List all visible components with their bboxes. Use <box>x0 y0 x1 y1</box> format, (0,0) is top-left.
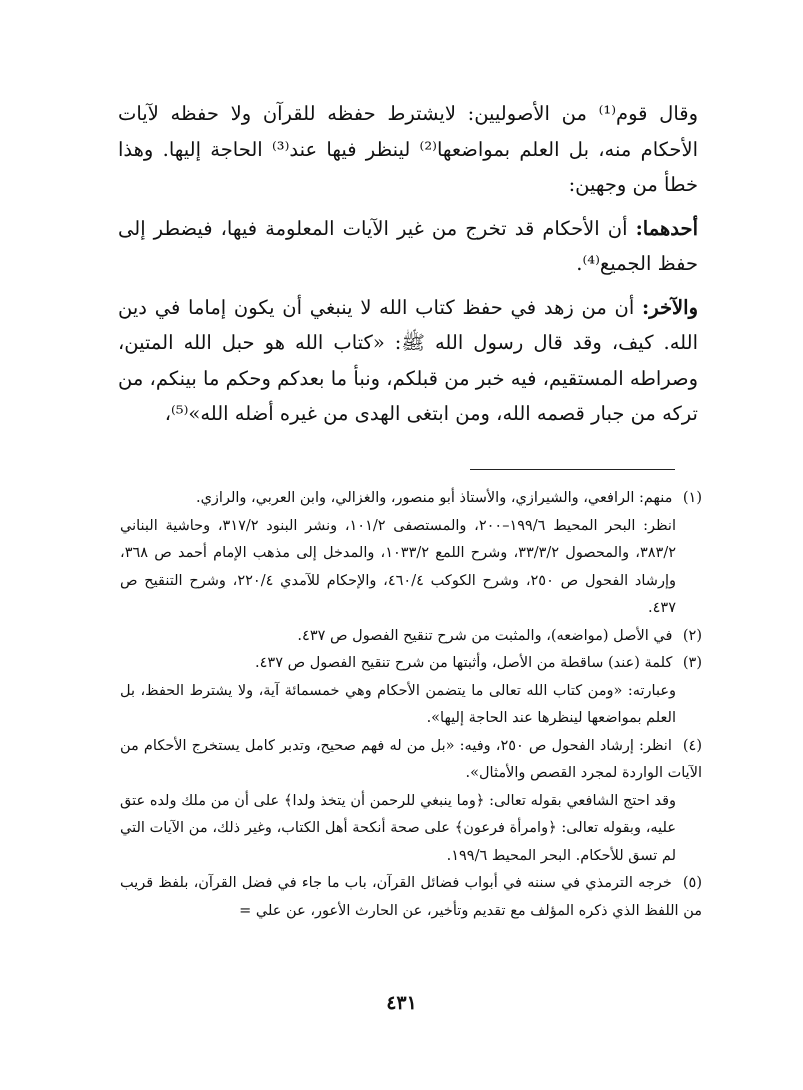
footnote-4-line-1: انظر: إرشاد الفحول ص ٢٥٠، وفيه: «بل من له فهم صحيح، وتدبر كامل يستخرج الأحكام من الآيات الواردة لمجرد القصص والأمثال». <box>120 737 702 781</box>
footnote-2 <box>120 623 702 651</box>
footnote-3 <box>120 650 702 678</box>
footnote-1-continuation: انظر: البحر المحيط ١٩٩/٦–٢٠٠، والمستصفى ١٠١/٢، ونشر البنود ٣١٧/٢، وحاشية البناني ٣٨٣/٢، والمحصول ٣٣/٣/٢، وشرح اللمع ١٠٣٣/٢، والمدخل إلى مذهب الإمام أحمد ص ٣٦٨، وإرشاد الفحول ص ٢٥٠، وشرح الكوكب ٤٦٠/٤، والإحكام للآمدي ٢٢٠/٤، وشرح التنقيح ص ٤٣٧. <box>120 517 676 616</box>
footnote-5-number: (٥) <box>682 875 702 891</box>
page-number: ٤٣١ <box>386 992 417 1014</box>
footnote-separator <box>470 469 675 470</box>
paragraph-1: وقال قوم⁽¹⁾ من الأصوليين: لايشترط حفظه للقرآن ولا حفظه لآيات الأحكام منه، بل العلم بمواضعها⁽²⁾ لينظر فيها عند⁽³⁾ الحاجة إليها. وهذا خطأ من وجهين: <box>118 102 698 196</box>
footnote-1-line-1: منهم: الرافعي، والشيرازي، والأستاذ أبو منصور، والغزالي، وابن العربي، والرازي. <box>195 490 673 506</box>
footnote-1 <box>120 485 702 513</box>
footnote-4 <box>120 733 702 788</box>
footnote-4-number: (٤) <box>682 737 702 754</box>
footnote-3-line-1: كلمة (عند) ساقطة من الأصل، وأثبتها من شرح تنقيح الفصول ص ٤٣٧. <box>255 655 673 671</box>
main-text <box>118 96 698 440</box>
footnote-1-number: (١) <box>682 490 702 506</box>
footnotes <box>120 485 702 925</box>
paragraph-2 <box>118 211 698 282</box>
paragraph-3 <box>118 290 698 432</box>
footnote-3-number: (٣) <box>682 655 702 671</box>
paragraph-2-text: أن الأحكام قد تخرج من غير الآيات المعلومة فيها، فيضطر إلى حفظ الجميع⁽⁴⁾. <box>118 216 698 275</box>
paragraph-2-label: أحدهما: <box>635 216 699 240</box>
paragraph-3-label: والآخر: <box>642 295 699 319</box>
footnote-5-text: خرجه الترمذي في سننه في أبواب فضائل القرآن، باب ما جاء في فضل القرآن، بلفظ قريب من اللفظ الذي ذكره المؤلف مع تقديم وتأخير، عن الحارث الأعور، عن علي = <box>120 875 702 919</box>
paragraph-3-text: أن من زهد في حفظ كتاب الله لا ينبغي أن يكون إماما في دين الله. كيف، وقد قال رسول الله ﷺ: «كتاب الله هو حبل الله المتين، وصراطه المستقيم، فيه خبر من قبلكم، ونبأ ما بعدكم وحكم ما بينكم، من تركه من جبار قصمه الله، ومن ابتغى الهدى من غيره أضله الله»⁽⁵⁾، <box>118 295 698 425</box>
footnote-3-continuation: وعبارته: «ومن كتاب الله تعالى ما يتضمن الأحكام وهي خمسمائة آية، ولا يشترط الحفظ، بل العلم بمواضعها لينظرها عند الحاجة إليها». <box>120 682 676 726</box>
footnote-2-text: في الأصل (مواضعه)، والمثبت من شرح تنقيح الفصول ص ٤٣٧. <box>297 627 673 644</box>
footnote-2-number: (٢) <box>682 627 702 644</box>
footnote-5 <box>120 870 702 925</box>
footnote-4-continuation: وقد احتج الشافعي بقوله تعالى: ﴿وما ينبغي للرحمن أن يتخذ ولدا﴾ على أن من ملك ولده عتق عليه، وبقوله تعالى: ﴿وامرأة فرعون﴾ على صحة أنكحة أهل الكتاب، وغير ذلك، من الآيات التي لم تسق للأحكام. البحر المحيط ١٩٩/٦. <box>120 792 676 864</box>
